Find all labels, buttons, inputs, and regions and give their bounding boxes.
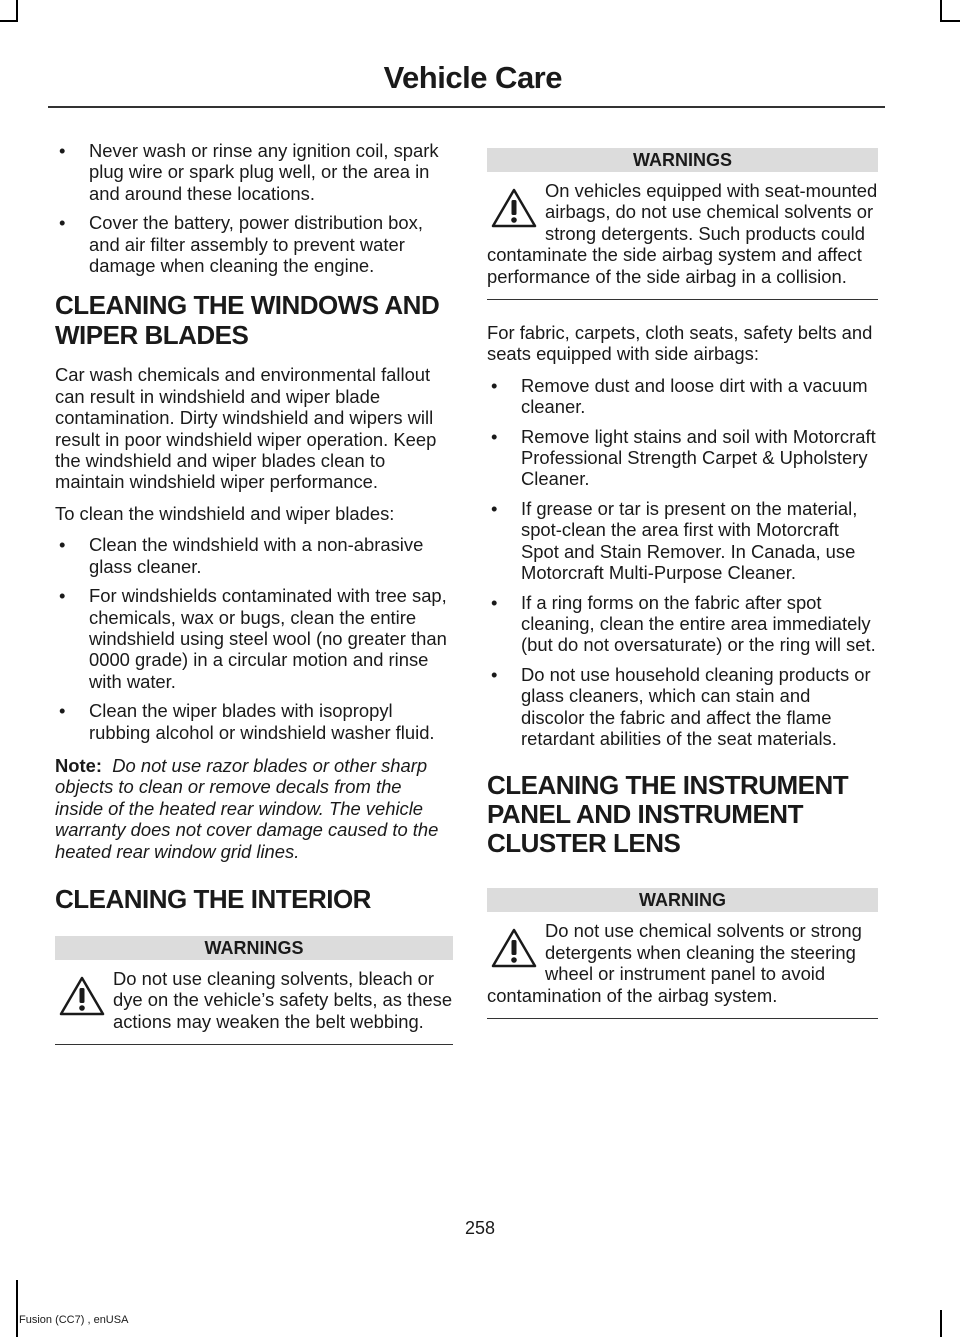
windows-bullets [55,534,453,743]
list-item: • Remove dust and loose dirt with a vacuum cleaner. [487,375,878,418]
note-text: Do not use razor blades or other sharp objects to clean or remove decals from the inside of the heated rear window. The vehicle warranty does not cover damage caused to the heated rear window grid lines. [55,754,439,862]
header-rule [48,106,885,108]
warning-triangle-icon [59,976,105,1016]
note-label: Note: [55,754,102,776]
crop-mark [16,0,18,20]
list-item: • For windshields contaminated with tree sap, chemicals, wax or bugs, clean the entire windshield using steel wool (no greater than 0000 grade) in a circular motion and rinse with water. [55,585,453,692]
engine-bullets [55,140,453,276]
list-item: • Cover the battery, power distribution box, and air filter assembly to prevent water damage when cleaning the engine. [55,212,453,276]
warning-heading: WARNING [487,888,878,912]
page-header-title: Vehicle Care [383,60,562,95]
list-item: • Clean the windshield with a non-abrasive glass cleaner. [55,534,453,577]
crop-mark [940,0,942,20]
page-number: 258 [464,1218,496,1238]
footer-model-code: Fusion (CC7) , enUSA [19,1314,129,1326]
crop-mark [0,20,18,22]
fabric-intro: For fabric, carpets, cloth seats, safety belts and seats equipped with side airbags: [487,322,873,365]
crop-mark [940,1310,942,1337]
section-title-windows: CLEANING THE WINDOWS AND WIPER BLADES [55,290,440,351]
list-item: • Never wash or rinse any ignition coil, spark plug wire or spark plug well, or the area in and around these locations. [55,140,453,204]
fabric-bullets [487,375,878,750]
list-item: • If grease or tar is present on the material, spot-clean the area first with Motorcraft Spot and Stain Remover. In Canada, use Motorcraft Multi-Purpose Cleaner. [487,498,878,584]
windows-intro: To clean the windshield and wiper blades: [55,502,395,524]
warning-text: Do not use cleaning solvents, bleach or dye on the vehicle’s safety belts, as these actions may weaken the belt webbing. [113,967,453,1032]
warning-box-instrument-panel [487,888,878,1019]
list-item: • Do not use household cleaning products or glass cleaners, which can stain and discolor the fabric and affect the flame retardant abilities of the seat materials. [487,664,878,750]
crop-mark [16,1280,18,1337]
warning-text: Do not use chemical solvents or strong detergents when cleaning the steering wheel or instrument panel to avoid contamination of the airbag system. [487,920,862,1006]
section-title-interior: CLEANING THE INTERIOR [55,883,371,914]
crop-mark [940,20,960,22]
warning-triangle-icon [491,928,537,968]
note-paragraph [55,755,453,862]
left-column [55,140,453,1067]
right-column [487,148,878,1041]
warning-heading: WARNINGS [55,936,453,960]
list-item: • If a ring forms on the fabric after spot cleaning, clean the entire area immediately (but do not oversaturate) or the ring will set. [487,592,878,656]
list-item: • Remove light stains and soil with Motorcraft Professional Strength Carpet & Upholstery Cleaner. [487,426,878,490]
warning-text: On vehicles equipped with seat-mounted airbags, do not use chemical solvents or strong detergents. Such products could contaminate the side airbag system and affect performance of the side airbag in a collision. [487,180,878,287]
warning-heading: WARNINGS [487,148,878,172]
warning-box-safety-belts [55,936,453,1045]
windows-paragraph: Car wash chemicals and environmental fallout can result in windshield and wiper blade contamination. Dirty windshield and wipers will result in poor windshield wiper operation. Keep the windshield and wiper blades clean to maintain windshield wiper performance. [55,364,437,493]
warning-triangle-icon [491,188,537,228]
warning-box-airbags [487,148,878,300]
section-title-instrument-panel: CLEANING THE INSTRUMENT PANEL AND INSTRUMENT CLUSTER LENS [487,770,849,859]
list-item: • Clean the wiper blades with isopropyl rubbing alcohol or windshield washer fluid. [55,700,453,743]
